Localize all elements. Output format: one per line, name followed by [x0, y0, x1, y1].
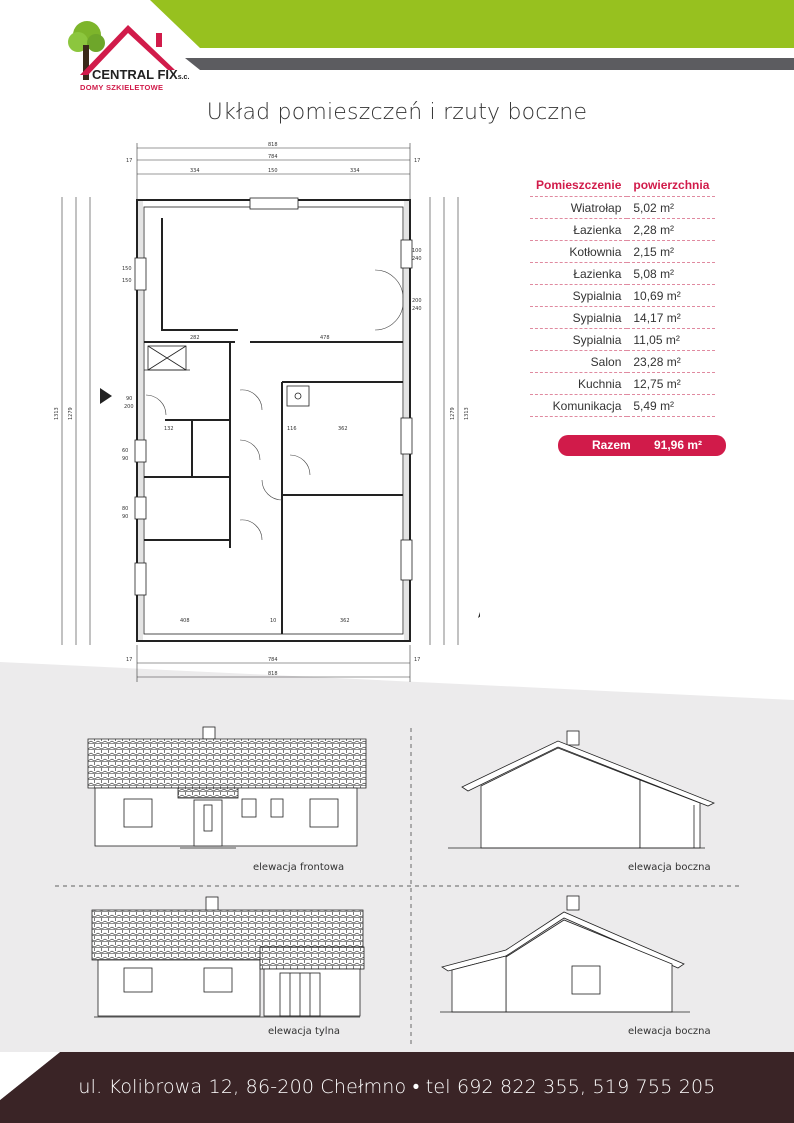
room-name: Sypialnia: [530, 329, 627, 351]
dim-int-8: 10: [270, 618, 277, 624]
table-row: [530, 219, 715, 241]
dim-int-7: 132: [164, 426, 174, 432]
rear-elevation: [92, 897, 364, 1017]
dim-top-wall-right: 17: [414, 158, 421, 164]
label-rear: elewacja tylna: [268, 1026, 341, 1037]
dim-top-seg-left: 334: [190, 168, 200, 174]
dim-win-f: 240: [412, 256, 422, 262]
entrance-arrow-icon: [100, 388, 112, 404]
room-name: Sypialnia: [530, 307, 627, 329]
dim-top-total: 818: [268, 142, 278, 148]
room-name: Wiatrołap: [530, 197, 627, 219]
north-arrow-icon: [478, 600, 480, 645]
table-row: [530, 329, 715, 351]
header-room: Pomieszczenie: [530, 176, 627, 197]
room-name: Sypialnia: [530, 285, 627, 307]
page-title: Układ pomieszczeń i rzuty boczne: [206, 100, 588, 125]
room-area: 2,15 m²: [627, 241, 715, 263]
dim-bottom-wall-left: 17: [126, 657, 133, 663]
dim-win-g: 80: [122, 506, 129, 512]
side-elevation-1: [448, 731, 714, 848]
rooms-table: [530, 176, 715, 417]
dim-win-j: 90: [122, 456, 129, 462]
room-area: 10,69 m²: [627, 285, 715, 307]
header-area: powierzchnia: [627, 176, 715, 197]
logo-tagline: DOMY SZKIELETOWE: [80, 83, 164, 92]
table-row: [530, 351, 715, 373]
dim-int-6: 116: [287, 426, 297, 432]
side-elevation-2: [440, 896, 690, 1012]
room-name: Kuchnia: [530, 373, 627, 395]
dim-int-4: 408: [180, 618, 190, 624]
total-label: Razem: [592, 438, 631, 452]
company-logo: [60, 15, 190, 100]
dim-right-inner: 1279: [450, 407, 456, 420]
room-area: 5,02 m²: [627, 197, 715, 219]
dim-top-seg-mid: 150: [268, 168, 278, 174]
label-front: elewacja frontowa: [253, 862, 345, 873]
room-name: Komunikacja: [530, 395, 627, 417]
dim-top-inner: 784: [268, 154, 278, 160]
dim-left-inner: 1279: [68, 407, 74, 420]
room-name: Łazienka: [530, 219, 627, 241]
dim-win-b: 150: [122, 278, 132, 284]
total-value: 91,96 m²: [654, 438, 703, 452]
label-side-1: elewacja boczna: [628, 862, 711, 873]
dim-door-b: 200: [124, 404, 134, 410]
dim-door-a: 90: [126, 396, 133, 402]
dim-bottom-wall-right: 17: [414, 657, 421, 663]
room-area: 12,75 m²: [627, 373, 715, 395]
footer-contact: ul. Kolibrowa 12, 86-200 Chełmno • tel 692 822 355, 519 755 205: [78, 1076, 716, 1098]
front-elevation: [88, 727, 366, 848]
dim-bottom-inner: 784: [268, 657, 278, 663]
header-grey-band: [185, 58, 794, 70]
table-row: [530, 241, 715, 263]
room-name: Łazienka: [530, 263, 627, 285]
dim-win-d: 240: [412, 306, 422, 312]
logo-brand: CENTRAL FIX: [92, 67, 178, 82]
dim-int-2: 478: [320, 335, 330, 341]
logo-suffix: s.c.: [177, 74, 190, 81]
table-row: [530, 307, 715, 329]
dim-right-total: 1313: [464, 407, 470, 420]
dim-int-1: 282: [190, 335, 200, 341]
dim-win-c: 200: [412, 298, 422, 304]
room-area: 23,28 m²: [627, 351, 715, 373]
dim-left-total: 1313: [54, 407, 60, 420]
elevations-drawing: [0, 715, 794, 1050]
total-badge: [558, 435, 726, 456]
table-row: [530, 395, 715, 417]
table-row: [530, 373, 715, 395]
dim-win-i: 60: [122, 448, 129, 454]
dim-win-e: 100: [412, 248, 422, 254]
room-area: 5,49 m²: [627, 395, 715, 417]
dim-win-h: 90: [122, 514, 129, 520]
dim-int-5: 362: [340, 618, 350, 624]
dim-int-3: 362: [338, 426, 348, 432]
dim-top-seg-right: 334: [350, 168, 360, 174]
floor-plan: [50, 140, 480, 685]
dim-top-wall-left: 17: [126, 158, 133, 164]
table-row: [530, 263, 715, 285]
dim-win-a: 150: [122, 266, 132, 272]
room-name: Kotłownia: [530, 241, 627, 263]
table-row: [530, 197, 715, 219]
room-area: 11,05 m²: [627, 329, 715, 351]
room-area: 5,08 m²: [627, 263, 715, 285]
dim-bottom-total: 818: [268, 671, 278, 677]
room-name: Salon: [530, 351, 627, 373]
room-area: 14,17 m²: [627, 307, 715, 329]
room-area: 2,28 m²: [627, 219, 715, 241]
label-side-2: elewacja boczna: [628, 1026, 711, 1037]
table-row: [530, 285, 715, 307]
